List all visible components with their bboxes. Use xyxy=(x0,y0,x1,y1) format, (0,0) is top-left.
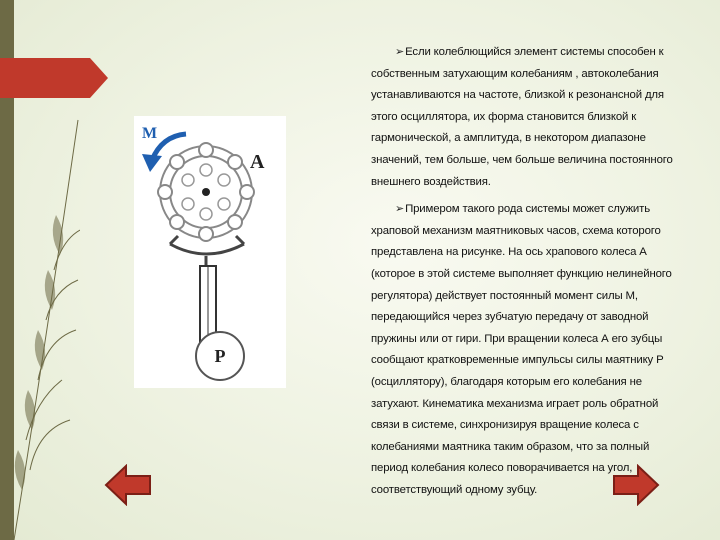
paragraph-1 xyxy=(371,42,685,193)
label-m: M xyxy=(142,125,158,142)
arrow-bullet-icon: ➢ xyxy=(395,46,405,58)
previous-slide-button[interactable] xyxy=(104,464,152,506)
label-p: P xyxy=(214,346,226,366)
slide-text xyxy=(371,42,685,507)
next-slide-button[interactable] xyxy=(612,464,660,506)
title-accent-tab xyxy=(0,58,108,98)
left-arrow-icon xyxy=(106,466,150,504)
paragraph-1-text: Если колеблющийся элемент системы способен к собственным затухающим колебаниям , автоколебания устанавливаются на частоте, близкой к резонансной для этого осциллятора, их форма становится близкой к гармонической, а амплитуда, в некотором диапазоне значений, тем больше, чем больше величина постоянного внешнего воздействия. xyxy=(371,46,673,188)
paragraph-2 xyxy=(371,199,685,501)
ratchet-mechanism-figure xyxy=(134,116,286,388)
right-arrow-icon xyxy=(614,466,658,504)
paragraph-2-text: Примером такого рода системы может служить храповой механизм маятниковых часов, схема которого представлена на рисунке. На ось храпового колеса А (которое в этой системе выполняет функцию нелинейного регулятора) действует постоянный момент силы М, передающийся через зубчатую передачу от заводной пружины или от гири. При вращении колеса А его зубцы сообщают кратковременные импульсы силы маятнику Р (осциллятору), благодаря которым его колебания не затухают. Кинематика механизма играет роль обратной связи в системе, синхронизируя вращение колеса с колебаниями маятника таким образом, что за полный период колебания колесо поворачивается на угол, соответствующий одному зубцу. xyxy=(371,203,672,496)
label-a: A xyxy=(250,151,265,173)
arrow-bullet-icon: ➢ xyxy=(395,203,405,216)
